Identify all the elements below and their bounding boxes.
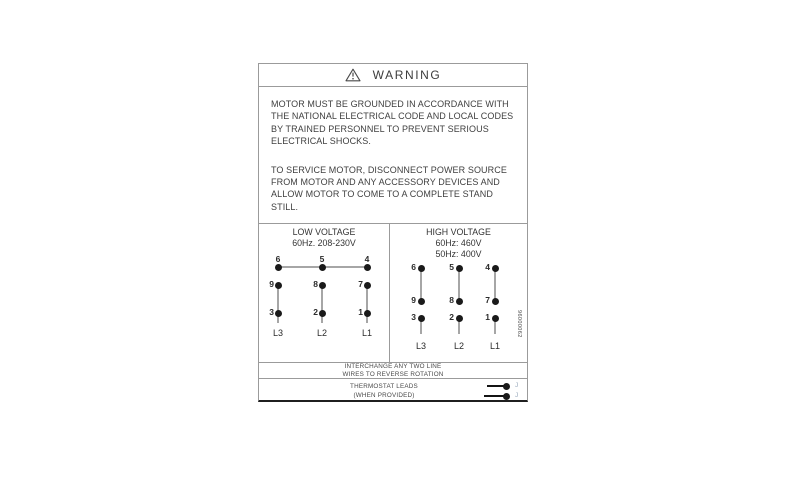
part-number: 96000062 — [516, 310, 522, 338]
wire — [458, 268, 460, 301]
line-label: L2 — [316, 328, 327, 338]
thermostat-lead-marker: J — [515, 382, 519, 389]
warning-paragraph-grounding: MOTOR MUST BE GROUNDED IN ACCORDANCE WITH THE NATIONAL ELECTRICAL CODE AND LOCAL CODES BY TRAINED PERSONNEL TO PREVENT SERIOUS ELECTRICAL SHOCKS. — [271, 99, 514, 147]
terminal-number: 2 — [449, 312, 454, 322]
rotation-note — [259, 363, 527, 379]
motor-warning-label — [258, 63, 528, 402]
terminal-number: 7 — [485, 295, 490, 305]
warning-title: WARNING — [372, 68, 442, 82]
wire — [420, 268, 422, 301]
line-label: L2 — [453, 341, 464, 351]
terminal-dot — [364, 264, 371, 271]
terminal-dot — [319, 264, 326, 271]
low-voltage-title-block — [259, 227, 389, 249]
terminal-number: 5 — [449, 262, 454, 272]
terminal-number: 8 — [313, 279, 318, 289]
thermostat-note-line2: (WHEN PROVIDED) — [353, 392, 415, 400]
rotation-note-line1: INTERCHANGE ANY TWO LINE — [344, 362, 442, 370]
terminal-dot — [456, 265, 463, 272]
wire — [277, 285, 279, 323]
high-voltage-subtitle-60hz: 60Hz: 460V — [435, 238, 482, 248]
thermostat-note-line1: THERMOSTAT LEADS — [350, 383, 418, 390]
high-voltage-title: HIGH VOLTAGE — [426, 227, 491, 237]
high-voltage-diagram — [390, 224, 527, 362]
terminal-dot — [319, 310, 326, 317]
terminal-dot — [492, 315, 499, 322]
terminal-dot — [418, 315, 425, 322]
terminal-dot — [492, 265, 499, 272]
thermostat-lead-wire — [484, 395, 504, 397]
terminal-dot — [418, 298, 425, 305]
wire — [494, 268, 496, 301]
line-label: L3 — [272, 328, 283, 338]
terminal-number: 9 — [269, 279, 274, 289]
terminal-dot — [364, 310, 371, 317]
thermostat-lead-dot — [503, 383, 510, 390]
rotation-note-line2: WIRES TO REVERSE ROTATION — [342, 370, 444, 378]
line-label: L1 — [361, 328, 372, 338]
wire — [366, 285, 368, 323]
line-label: L1 — [489, 341, 500, 351]
high-voltage-title-block — [390, 227, 527, 260]
terminal-dot — [456, 315, 463, 322]
warning-paragraph-service: TO SERVICE MOTOR, DISCONNECT POWER SOURCE FROM MOTOR AND ANY ACCESSORY DEVICES AND ALLOW MOTOR TO COME TO A COMPLETE STAND STILL. — [271, 164, 507, 212]
terminal-number: 6 — [275, 254, 281, 264]
high-voltage-subtitle-50hz: 50Hz: 400V — [435, 249, 482, 259]
terminal-number: 1 — [358, 307, 363, 317]
terminal-dot — [319, 282, 326, 289]
terminal-number: 6 — [411, 262, 416, 272]
terminal-number: 9 — [411, 295, 416, 305]
terminal-dot — [275, 282, 282, 289]
terminal-dot — [456, 298, 463, 305]
terminal-dot — [492, 298, 499, 305]
terminal-dot — [275, 310, 282, 317]
thermostat-lead-marker: J — [515, 392, 519, 399]
low-voltage-subtitle: 60Hz. 208-230V — [292, 238, 356, 248]
terminal-number: 4 — [485, 262, 490, 272]
line-label: L3 — [415, 341, 426, 351]
voltage-diagrams-section — [259, 224, 527, 363]
terminal-dot — [364, 282, 371, 289]
terminal-number: 4 — [364, 254, 370, 264]
terminal-number: 3 — [411, 312, 416, 322]
warning-text-block — [259, 87, 527, 224]
thermostat-lead-dot — [503, 393, 510, 400]
thermostat-note — [284, 382, 484, 400]
terminal-number: 3 — [269, 307, 274, 317]
terminal-dot — [418, 265, 425, 272]
terminal-number: 5 — [319, 254, 325, 264]
thermostat-leads-row — [259, 379, 527, 403]
terminal-dot — [275, 264, 282, 271]
warning-triangle-icon — [345, 68, 361, 82]
terminal-number: 8 — [449, 295, 454, 305]
wire — [321, 285, 323, 323]
low-voltage-title: LOW VOLTAGE — [292, 227, 356, 237]
terminal-number: 7 — [358, 279, 363, 289]
terminal-number: 1 — [485, 312, 490, 322]
low-voltage-diagram — [259, 224, 390, 362]
terminal-number: 2 — [313, 307, 318, 317]
warning-header — [259, 64, 527, 87]
